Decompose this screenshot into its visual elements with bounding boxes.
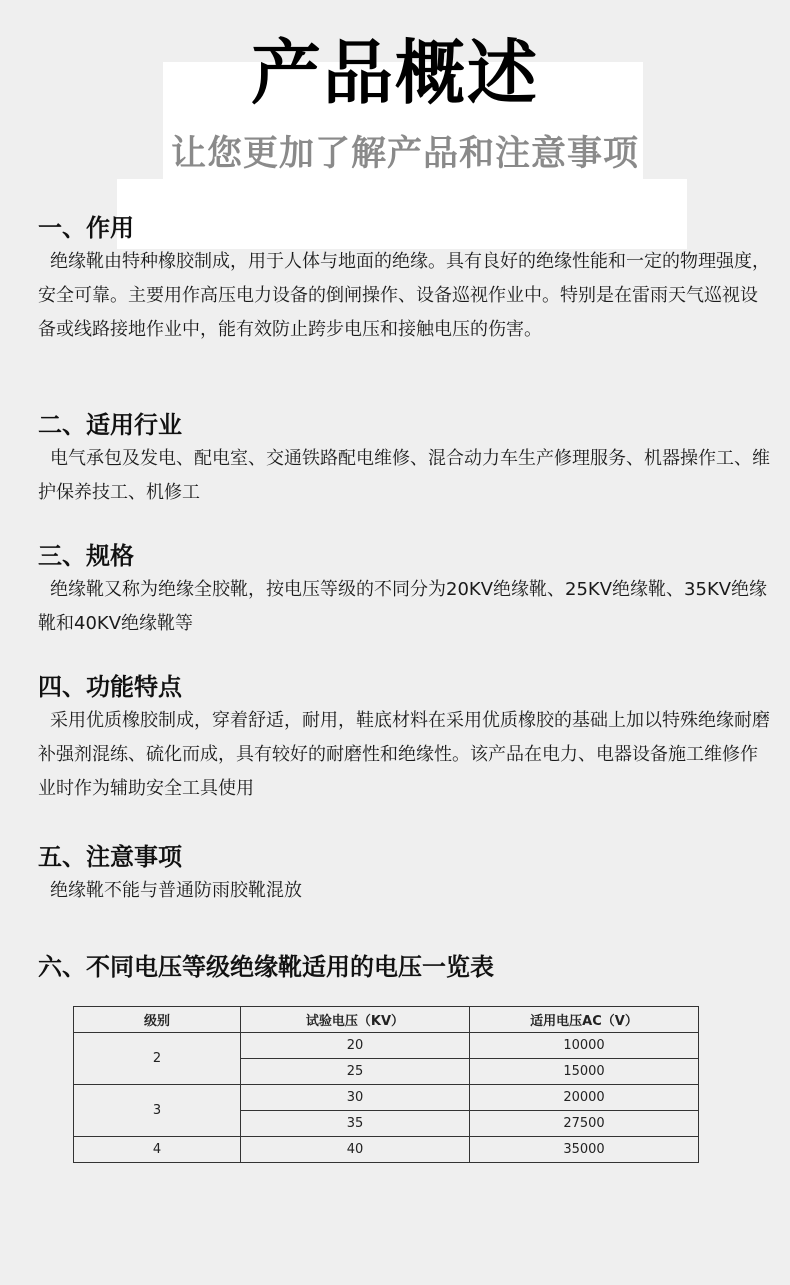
section-specs xyxy=(38,539,773,641)
section-heading: 一、作用 xyxy=(38,214,134,242)
cell-ac-voltage: 27500 xyxy=(470,1111,699,1137)
section-heading: 二、适用行业 xyxy=(38,411,182,439)
section-body: 绝缘靴由特种橡胶制成，用于人体与地面的绝缘。具有良好的绝缘性能和一定的物理强度，安全可靠。主要用作高压电力设备的倒闸操作、设备巡视作业中。特别是在雷雨天气巡视设备或线路接地作业中，能有效防止跨步电压和接触电压的伤害。 xyxy=(38,251,770,340)
table-row xyxy=(74,1085,699,1111)
cell-ac-voltage: 35000 xyxy=(470,1137,699,1163)
cell-test-voltage: 30 xyxy=(241,1085,470,1111)
page-subtitle: 让您更加了解产品和注意事项 xyxy=(170,134,639,174)
section-features xyxy=(38,670,773,806)
voltage-table-wrapper xyxy=(73,1006,699,1163)
cell-test-voltage: 35 xyxy=(241,1111,470,1137)
cell-level: 2 xyxy=(74,1033,241,1085)
cell-ac-voltage: 10000 xyxy=(470,1033,699,1059)
cell-test-voltage: 25 xyxy=(241,1059,470,1085)
cell-ac-voltage: 20000 xyxy=(470,1085,699,1111)
cell-ac-voltage: 15000 xyxy=(470,1059,699,1085)
section-voltage-table xyxy=(38,950,773,984)
voltage-table xyxy=(73,1006,699,1163)
table-row xyxy=(74,1137,699,1163)
cell-test-voltage: 40 xyxy=(241,1137,470,1163)
section-body: 绝缘靴不能与普通防雨胶靴混放 xyxy=(50,880,302,901)
cell-level: 3 xyxy=(74,1085,241,1137)
page-title: 产品概述 xyxy=(251,32,539,114)
table-row xyxy=(74,1033,699,1059)
section-function xyxy=(38,211,773,347)
cell-level: 4 xyxy=(74,1137,241,1163)
cell-test-voltage: 20 xyxy=(241,1033,470,1059)
table-header-row xyxy=(74,1007,699,1033)
section-cautions xyxy=(38,840,773,908)
section-body: 绝缘靴又称为绝缘全胶靴，按电压等级的不同分为20KV绝缘靴、25KV绝缘靴、35KV绝缘靴和40KV绝缘靴等 xyxy=(38,579,768,634)
column-header-test-voltage: 试验电压（KV） xyxy=(241,1007,470,1033)
section-body: 电气承包及发电、配电室、交通铁路配电维修、混合动力车生产修理服务、机器操作工、维护保养技工、机修工 xyxy=(38,448,770,503)
section-heading: 五、注意事项 xyxy=(38,843,182,871)
section-industries xyxy=(38,408,773,510)
section-heading: 四、功能特点 xyxy=(38,673,182,701)
section-heading: 三、规格 xyxy=(38,542,134,570)
column-header-level: 级别 xyxy=(74,1007,241,1033)
section-heading: 六、不同电压等级绝缘靴适用的电压一览表 xyxy=(38,953,494,981)
column-header-ac-voltage: 适用电压AC（V） xyxy=(470,1007,699,1033)
section-body: 采用优质橡胶制成，穿着舒适，耐用，鞋底材料在采用优质橡胶的基础上加以特殊绝缘耐磨补强剂混练、硫化而成，具有较好的耐磨性和绝缘性。该产品在电力、电器设备施工维修作业时作为辅助安全工具使用 xyxy=(38,710,770,799)
